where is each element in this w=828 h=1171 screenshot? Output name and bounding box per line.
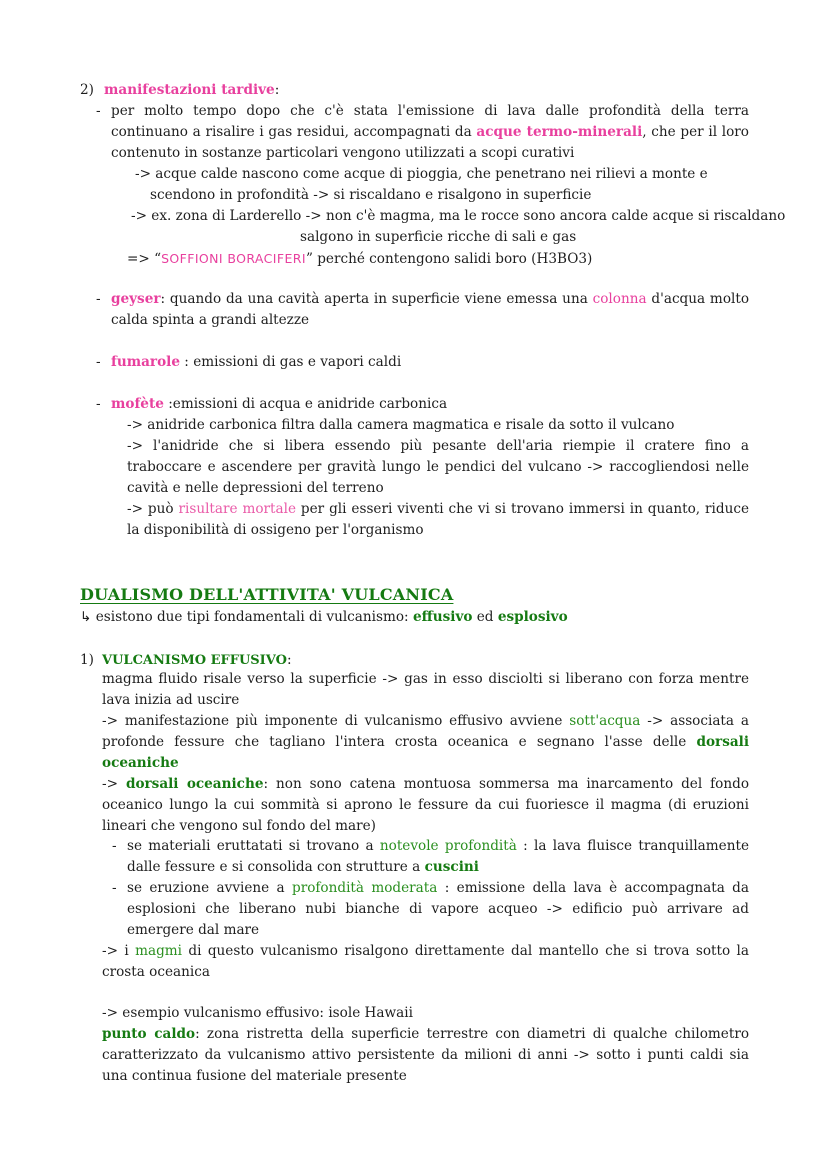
return-arrow-icon: ↳ [80,609,92,625]
highlight-term: notevole profondità [379,838,517,854]
text-run: : zona ristretta della superficie terrestre con diametri di qualche chilometro caratterizzato da vulcanismo attivo persistente da milioni di anni -> sotto i punti caldi sia una continua fusione del materiale presente [102,1026,749,1084]
paragraph: magma fluido risale verso la superficie -> gas in esso disciolti si liberano con forza mentre lava inizia ad uscire [102,671,749,708]
paragraph [102,941,749,983]
text-run: per gli esseri viventi che vi si trovano immersi in quanto, riduce la disponibilità di ossigeno per l'organismo [127,501,749,538]
text-run: : emissione della lava è accompagnata da esplosioni che liberano nubi bianche di vapore acqueo -> edificio può arrivare ad emergere dal mare [127,880,749,938]
fumarole-line [111,352,401,373]
text-run: -> può [127,501,179,517]
text-run: -> associata a profonde fessure che tagliano l'intera crosta oceanica e segnano l'asse delle [102,713,749,750]
term: mofète [111,396,164,412]
section-title: DUALISMO DELL'ATTIVITA' VULCANICA [80,585,454,604]
text-run: -> i [102,943,136,959]
bullet-dash: - [96,354,101,370]
term: punto caldo [102,1026,196,1042]
paragraph [102,1024,749,1087]
bullet-dash: - [96,291,101,307]
text-run: => “ [127,251,162,267]
highlight-term: acque termo-minerali [476,124,643,140]
intro-paragraph [111,101,749,164]
highlight-term: sott'acqua [569,713,641,729]
text-run: d'acqua molto calda spinta a grandi altezze [111,291,749,328]
section-number: 2) [80,82,94,98]
sub-point-text: -> acque calde nascono come acque di pioggia, che penetrano nei rilievi a monte e scendono in profondità -> si riscaldano e risalgono in superficie [135,166,708,203]
highlight-term: profondità moderata [292,880,438,896]
sub-point-continuation: salgono in superficie ricche di sali e gas [300,229,577,245]
text-run: esistono due tipi fondamentali di vulcanismo: [91,609,413,625]
heading-colon: : [286,652,292,668]
highlight-term: SOFFIONI BORACIFERI [161,251,306,266]
heading-text: VULCANISMO EFFUSIVO [102,653,287,668]
text-run: -> [102,776,126,792]
term: fumarole [111,354,180,370]
section-number: 1) [80,652,94,668]
section-heading [102,650,292,671]
highlight-term: risultare mortale [178,501,296,517]
text-run: , che per il loro contenuto in sostanze particolari vengono utilizzati a scopi curativi [111,124,749,161]
text-run: : quando da una cavità aperta in superficie viene emessa una [160,291,593,307]
mofete-line [111,394,447,415]
text-run: per molto tempo dopo che c'è stata l'emissione di lava dalle profondità della terra continuano a risalire i gas residui, accompagnati da [111,103,749,140]
paragraph [102,711,749,774]
bullet-dash: - [112,880,117,896]
bullet-paragraph [127,836,749,878]
paragraph: -> esempio vulcanismo effusivo: isole Hawaii [102,1005,413,1021]
term: geyser [111,291,161,307]
sub-point: -> ex. zona di Larderello -> non c'è magma, ma le rocce sono ancora calde acque si riscaldano [131,208,786,224]
sub-point [127,499,749,541]
heading-colon: : [274,82,280,98]
text-run: se eruzione avviene a [127,880,293,896]
text-run: : la lava fluisce tranquillamente dalle fessure e si consolida con strutture a [127,838,749,875]
term: cuscini [424,859,479,875]
geyser-paragraph [111,289,749,331]
term: dorsali oceaniche [125,776,264,792]
highlight-term: magmi [135,943,183,959]
term: effusivo [412,609,473,625]
sub-point: -> l'anidride che si libera essendo più pesante dell'aria riempie il cratere fino a traboccare e ascendere per gravità lungo le pendici del vulcano -> raccogliendosi nelle cavità e nelle depressioni del terreno [127,438,749,496]
dualism-intro [80,607,568,628]
bullet-dash: - [96,396,101,412]
highlight-term: colonna [592,291,647,307]
sub-point [127,248,592,270]
heading-text: manifestazioni tardive [104,82,275,98]
text-run: ed [472,609,498,625]
term: dorsali oceaniche [102,734,749,771]
bullet-dash: - [112,838,117,854]
bullet-paragraph [127,878,749,941]
paragraph [102,774,749,837]
text-run: di questo vulcanismo risalgono direttamente dal mantello che si trova sotto la crosta oceanica [102,943,749,980]
section-heading [104,80,279,101]
sub-point: -> anidride carbonica filtra dalla camera magmatica e risale da sotto il vulcano [127,417,675,433]
text-run: : non sono catena montuosa sommersa ma inarcamento del fondo oceanico lungo la cui sommità si aprono le fessure da cui fuoriesce il magma (di eruzioni lineari che vengono sul fondo del mare) [102,776,749,834]
sub-point [135,164,741,206]
text-run: -> manifestazione più imponente di vulcanismo effusivo avviene [102,713,570,729]
text-run: :emissioni di acqua e anidride carbonica [163,396,448,412]
text-run: se materiali eruttatati si trovano a [127,838,380,854]
text-run: ” perché contengono salidi boro (H3BO3) [305,251,593,267]
term: esplosivo [497,609,568,625]
bullet-dash: - [96,103,101,119]
text-run: : emissioni di gas e vapori caldi [179,354,402,370]
